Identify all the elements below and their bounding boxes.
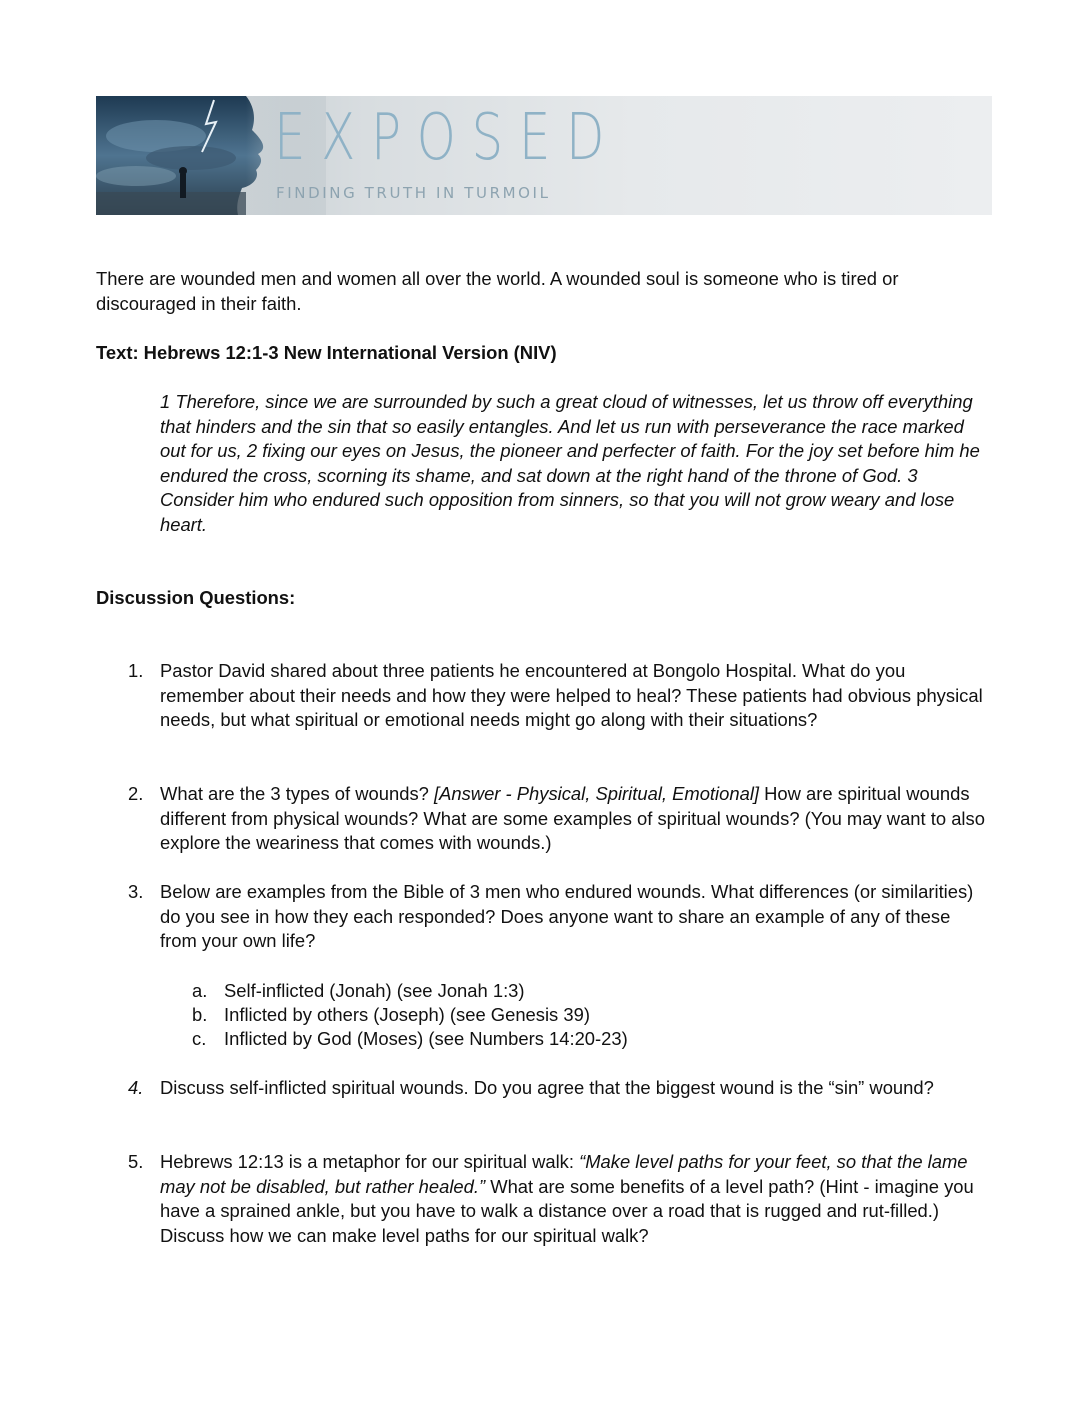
- sub-item-text: Inflicted by God (Moses) (see Numbers 14:20-23): [224, 1028, 628, 1049]
- question-2-text-a: What are the 3 types of wounds?: [160, 783, 434, 804]
- question-number: 5.: [128, 1151, 144, 1172]
- intro-paragraph: There are wounded men and women all over the world. A wounded soul is someone who is tired or discouraged in their faith.: [96, 268, 899, 314]
- question-number: 2.: [128, 783, 144, 804]
- banner-subtitle: FINDING TRUTH IN TURMOIL: [276, 184, 551, 202]
- header-banner: [96, 96, 992, 215]
- discussion-heading: Discussion Questions:: [96, 587, 296, 608]
- question-5-text-a: Hebrews 12:13 is a metaphor for our spiritual walk:: [160, 1151, 580, 1172]
- question-number: 4.: [128, 1077, 144, 1098]
- sub-item-text: Inflicted by others (Joseph) (see Genesis 39): [224, 1004, 590, 1025]
- sub-item-text: Self-inflicted (Jonah) (see Jonah 1:3): [224, 980, 525, 1001]
- question-3-text: Below are examples from the Bible of 3 men who endured wounds. What differences (or similarities) do you see in how they each responded? Does anyone want to share an example of any of these from your own life?: [160, 881, 974, 951]
- question-4-text: Discuss self-inflicted spiritual wounds. Do you agree that the biggest wound is the “sin” wound?: [160, 1077, 934, 1098]
- question-5-text: [160, 1150, 992, 1248]
- question-5-quote: “Make level paths for your feet, so that the lame may not be disabled, but rather healed.”: [160, 1151, 968, 1197]
- text-heading: Text: Hebrews 12:1-3 New International Version (NIV): [96, 342, 557, 363]
- question-number: 1.: [128, 660, 144, 681]
- sub-item-letter: c.: [192, 1028, 207, 1049]
- sub-item-letter: a.: [192, 980, 208, 1001]
- scripture-passage: 1 Therefore, since we are surrounded by such a great cloud of witnesses, let us throw off everything that hinders and the sin that so easily entangles. And let us run with perseverance the race marked out for us, 2 fixing our eyes on Jesus, the pioneer and perfecter of faith. For the joy set before him he endured the cross, scorning its shame, and sat down at the right hand of the throne of God. 3 Consider him who endured such opposition from sinners, so that you will not grow weary and lose heart.: [160, 391, 980, 535]
- question-2-text: [160, 782, 992, 856]
- question-2-text-b: How are spiritual wounds different from physical wounds? What are some examples of spiritual wounds? (You may want to also explore the weariness that comes with wounds.): [160, 783, 985, 853]
- question-5-text-b: What are some benefits of a level path? (Hint - imagine you have a sprained ankle, but you have to walk a distance over a road that is rugged and rut-filled.) Discuss how we can make level paths for our spiritual walk?: [160, 1175, 974, 1246]
- sub-item-letter: b.: [192, 1004, 208, 1025]
- question-1-text: Pastor David shared about three patients he encountered at Bongolo Hospital. What do you remember about their needs and how they were helped to heal? These patients had obvious physical needs, but what spiritual or emotional needs might go along with their situations?: [160, 660, 983, 730]
- question-number: 3.: [128, 881, 144, 902]
- question-2-answer: [Answer - Physical, Spiritual, Emotional]: [433, 783, 760, 804]
- banner-title: EXPOSED: [274, 101, 621, 175]
